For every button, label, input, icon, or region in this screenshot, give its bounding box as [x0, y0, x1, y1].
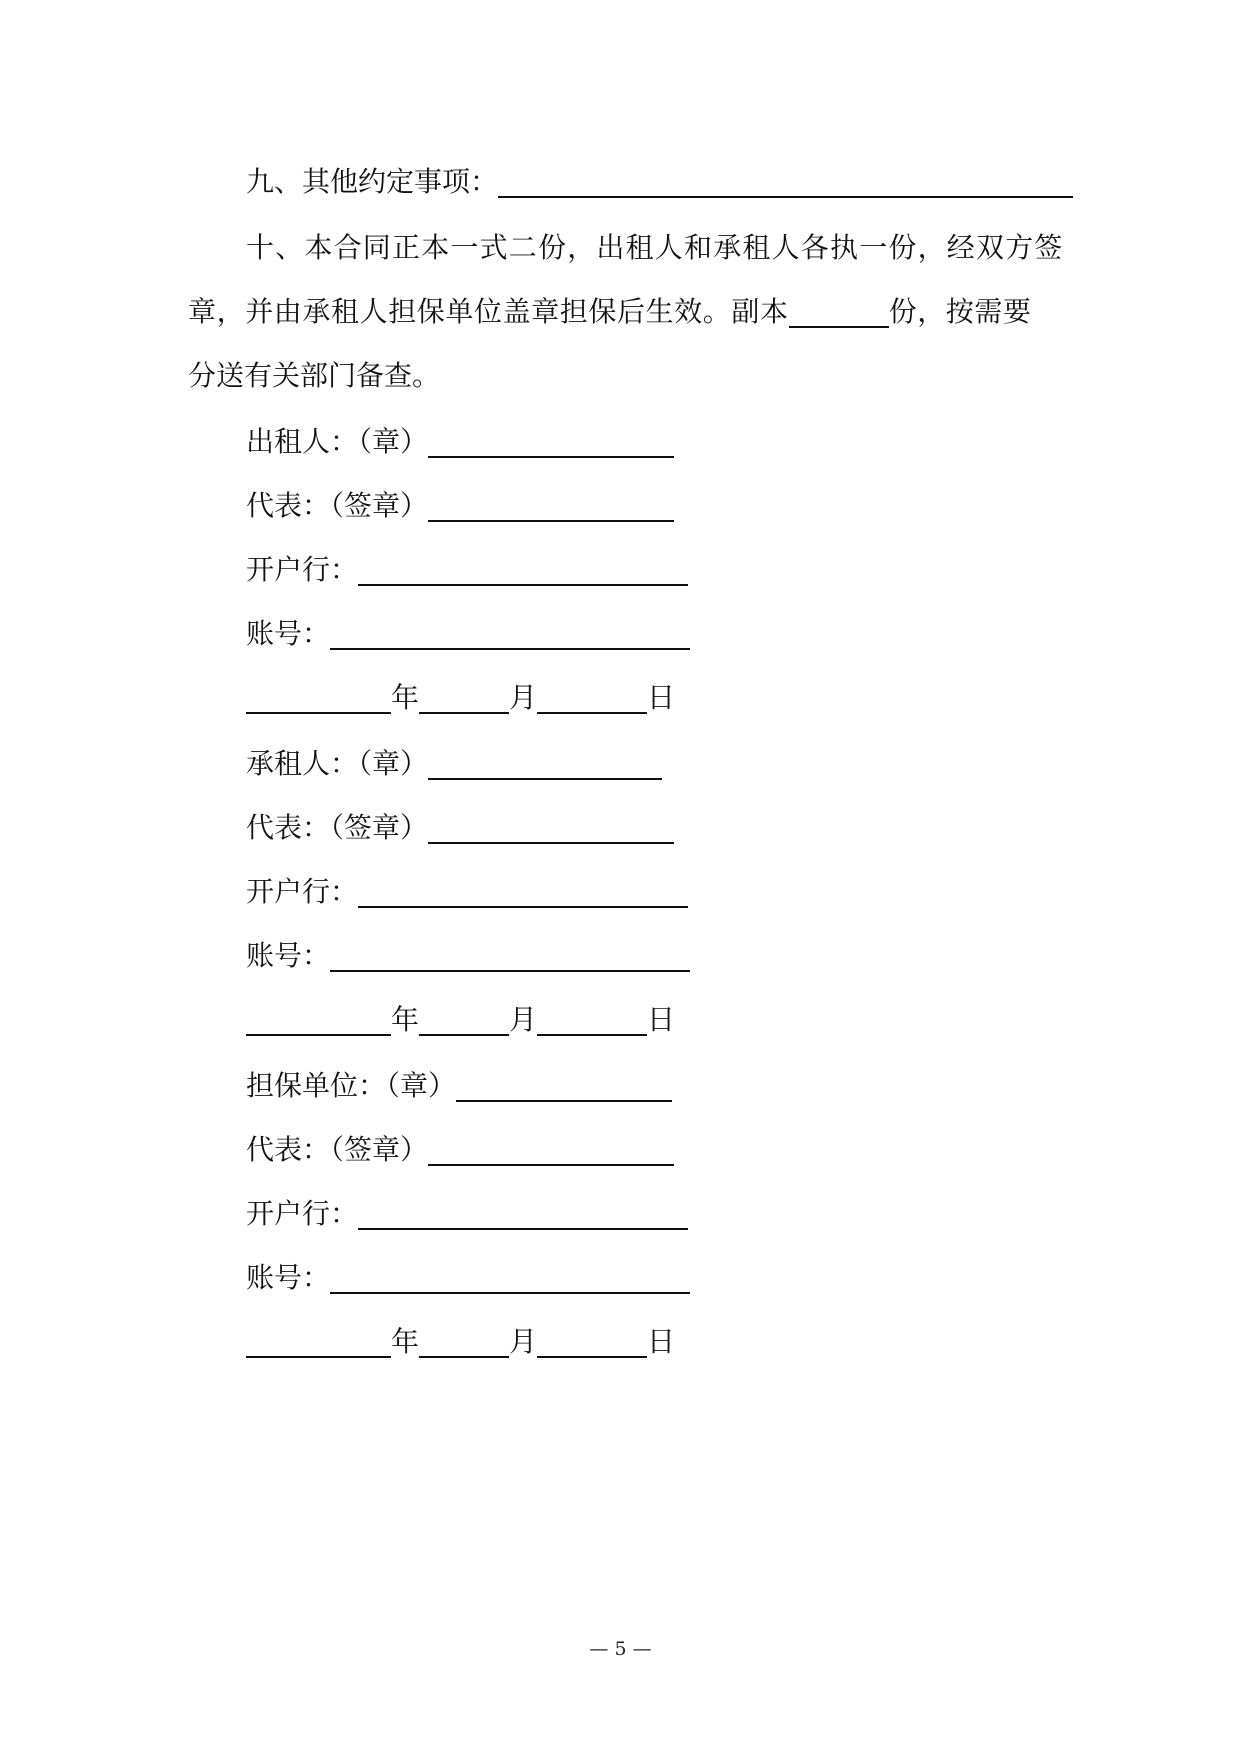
lessor-bank-line [246, 550, 688, 590]
lessor-day-blank[interactable] [537, 682, 647, 714]
guarantor-party-line [246, 1066, 672, 1106]
guarantor-day-blank[interactable] [537, 1326, 647, 1358]
guarantor-date-line [246, 1322, 675, 1362]
lessee-account-line [246, 936, 690, 976]
lessee-rep-label: 代表：（签章） [246, 811, 429, 844]
guarantor-month-blank[interactable] [419, 1326, 509, 1358]
clause-10-text-2b: 份，按需要 [888, 295, 1032, 328]
lessor-party-line [246, 422, 674, 462]
guarantor-year-label: 年 [391, 1325, 420, 1358]
lessee-year-blank[interactable] [246, 1004, 391, 1036]
clause-10-line-3 [188, 356, 440, 396]
clause-10-line-2 [188, 292, 1032, 332]
lessee-date-line [246, 1000, 675, 1040]
lessor-month-label: 月 [509, 681, 538, 714]
guarantor-rep-blank[interactable] [428, 1134, 674, 1166]
lessor-account-blank[interactable] [330, 618, 690, 650]
lessor-account-line [246, 614, 690, 654]
guarantor-year-blank[interactable] [246, 1326, 391, 1358]
lessee-day-label: 日 [647, 1003, 676, 1036]
lessor-rep-line [246, 486, 674, 526]
guarantor-bank-line [246, 1194, 688, 1234]
copies-blank[interactable] [789, 296, 889, 328]
lessee-year-label: 年 [391, 1003, 420, 1036]
guarantor-rep-line [246, 1130, 674, 1170]
clause-10-text-1: 十、本合同正本一式二份，出租人和承租人各执一份，经双方签 [246, 231, 1064, 264]
lessee-month-blank[interactable] [419, 1004, 509, 1036]
lessor-rep-blank[interactable] [428, 490, 674, 522]
guarantor-account-line [246, 1258, 690, 1298]
lessee-party-blank[interactable] [428, 748, 662, 780]
clause-10-line-1 [246, 228, 1064, 268]
lessee-party-line [246, 744, 662, 784]
clause-10-text-2a: 章，并由承租人担保单位盖章担保后生效。副本 [188, 295, 789, 328]
guarantor-account-label: 账号： [246, 1261, 331, 1294]
lessor-party-blank[interactable] [428, 426, 674, 458]
guarantor-day-label: 日 [647, 1325, 676, 1358]
lessor-year-label: 年 [391, 681, 420, 714]
lessee-account-label: 账号： [246, 939, 331, 972]
lessor-year-blank[interactable] [246, 682, 391, 714]
page-number: — 5 — [589, 1638, 652, 1660]
lessee-rep-blank[interactable] [428, 812, 674, 844]
guarantor-party-blank[interactable] [456, 1070, 672, 1102]
lessor-party-label: 出租人：（章） [246, 425, 429, 458]
clause-9-blank[interactable] [498, 166, 1073, 198]
guarantor-bank-blank[interactable] [358, 1198, 688, 1230]
lessee-party-label: 承租人：（章） [246, 747, 429, 780]
lessor-bank-blank[interactable] [358, 554, 688, 586]
lessee-bank-blank[interactable] [358, 876, 688, 908]
guarantor-party-label: 担保单位：（章） [246, 1069, 457, 1102]
lessor-bank-label: 开户行： [246, 553, 359, 586]
lessee-bank-line [246, 872, 688, 912]
lessee-rep-line [246, 808, 674, 848]
guarantor-account-blank[interactable] [330, 1262, 690, 1294]
lessee-account-blank[interactable] [330, 940, 690, 972]
lessor-rep-label: 代表：（签章） [246, 489, 429, 522]
clause-10-text-3: 分送有关部门备查。 [188, 359, 441, 392]
lessor-date-line [246, 678, 675, 718]
lessor-day-label: 日 [647, 681, 676, 714]
lessee-bank-label: 开户行： [246, 875, 359, 908]
guarantor-rep-label: 代表：（签章） [246, 1133, 429, 1166]
clause-9-label: 九、其他约定事项： [246, 165, 499, 198]
clause-9 [246, 162, 1073, 202]
lessor-account-label: 账号： [246, 617, 331, 650]
lessor-month-blank[interactable] [419, 682, 509, 714]
lessee-day-blank[interactable] [537, 1004, 647, 1036]
guarantor-month-label: 月 [509, 1325, 538, 1358]
guarantor-bank-label: 开户行： [246, 1197, 359, 1230]
lessee-month-label: 月 [509, 1003, 538, 1036]
